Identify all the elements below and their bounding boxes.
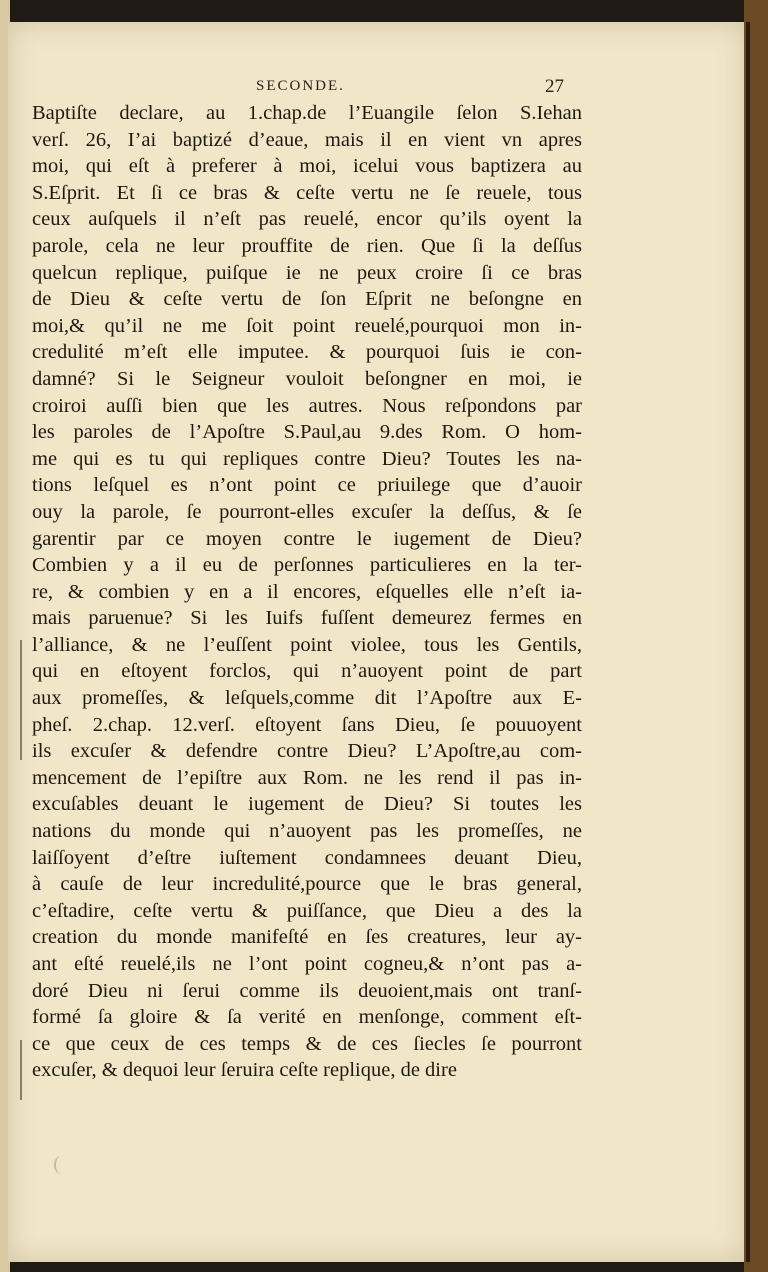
text-line: doré Dieu ni ſerui comme ils deuoient,mais ont tranſ- (32, 979, 582, 1002)
text-line: S.Eſprit. Et ſi ce bras & ceſte vertu ne ſe reuele, tous (32, 181, 582, 204)
text-line: excuſables deuant le iugement de Dieu? Si toutes les (32, 793, 582, 816)
text-line: me qui es tu qui repliques contre Dieu? Toutes les na- (32, 447, 582, 470)
text-line: pheſ. 2.chap. 12.verſ. eſtoyent ſans Dieu, ſe pouuoyent (32, 713, 582, 736)
text-line: laiſſoyent d’eſtre iuſtement condamnees deuant Dieu, (32, 846, 582, 869)
text-line: ceux auſquels il n’eſt pas reuelé, encor qu’ils oyent la (32, 208, 582, 231)
text-line: Baptiſte declare, au 1.chap.de l’Euangile ſelon S.Iehan (32, 102, 582, 124)
text-line: ce que ceux de ces temps & de ces ſiecles ſe pourront (32, 1032, 582, 1055)
body-text (32, 100, 582, 1084)
text-line: ant eſté reuelé,ils ne l’ont point cogneu,& n’ont pas a- (32, 953, 582, 975)
text-line: creation du monde manifeſté en ſes creatures, leur ay- (32, 926, 582, 949)
text-line: croiroi auſſi bien que les autres. Nous reſpondons par (32, 394, 582, 417)
text-line: re, & combien y en a il encores, eſquelles elle n’eſt ia- (32, 580, 582, 603)
text-line: formé ſa gloire & ſa verité en menſonge, comment eſt- (32, 1006, 582, 1029)
text-line: quelcun replique, puiſque ie ne peux croire ſi ce bras (32, 261, 582, 284)
text-line: credulité m’eſt elle imputee. & pourquoi ſuis ie con- (32, 341, 582, 364)
text-line: qui en eſtoyent forclos, qui n’auoyent point de part (32, 660, 582, 683)
text-line: l’alliance, & ne l’euſſent point violee, tous les Gentils, (32, 633, 582, 656)
text-line: moi, qui eſt à preferer à moi, icelui vous baptizera au (32, 155, 582, 178)
text-line: moi,& qu’il ne me ſoit point reuelé,pourquoi mon in- (32, 314, 582, 337)
text-line: garentir par ce moyen contre le iugement de Dieu? (32, 527, 582, 550)
text-line: mencement de l’epiſtre aux Rom. ne les rend il pas in- (32, 766, 582, 789)
text-line: c’eſtadire, ceſte vertu & puiſſance, que Dieu a des la (32, 899, 582, 922)
text-line: excuſer, & dequoi leur ſeruira ceſte replique, de dire (32, 1059, 457, 1082)
margin-rule-mark (20, 1040, 22, 1100)
page-number: 27 (545, 76, 564, 97)
ink-smudge (54, 1156, 68, 1174)
text-line: nations du monde qui n’auoyent pas les promeſſes, ne (32, 820, 582, 843)
text-line: aux promeſſes, & leſquels,comme dit l’Apoſtre aux E- (32, 687, 582, 710)
text-line: mais paruenue? Si les Iuifs fuſſent demeurez fermes en (32, 607, 582, 630)
text-line: Combien y a il eu de perſonnes particulieres en la ter- (32, 554, 582, 577)
text-line: parole, cela ne leur prouffite de rien. Que ſi la deſſus (32, 234, 582, 257)
running-title: SECONDE. (256, 78, 345, 94)
text-line: ils excuſer & defendre contre Dieu? L’Apoſtre,au com- (32, 740, 582, 763)
text-line: à cauſe de leur incredulité,pource que le bras general, (32, 873, 582, 896)
text-line: damné? Si le Seigneur vouloit beſongner en moi, ie (32, 367, 582, 390)
page-edge-shadow (746, 22, 750, 1262)
text-line: ouy la parole, ſe pourront-elles excuſer la deſſus, & ſe (32, 500, 582, 523)
text-line: tions leſquel es n’ont point ce priuilege que d’auoir (32, 474, 582, 497)
text-line: les paroles de l’Apoſtre S.Paul,au 9.des Rom. O hom- (32, 421, 582, 444)
text-line: de Dieu & ceſte vertu de ſon Eſprit ne beſongne en (32, 288, 582, 311)
margin-rule-mark (20, 640, 22, 760)
text-line: verſ. 26, I’ai baptizé d’eaue, mais il en vient vn apres (32, 128, 582, 151)
